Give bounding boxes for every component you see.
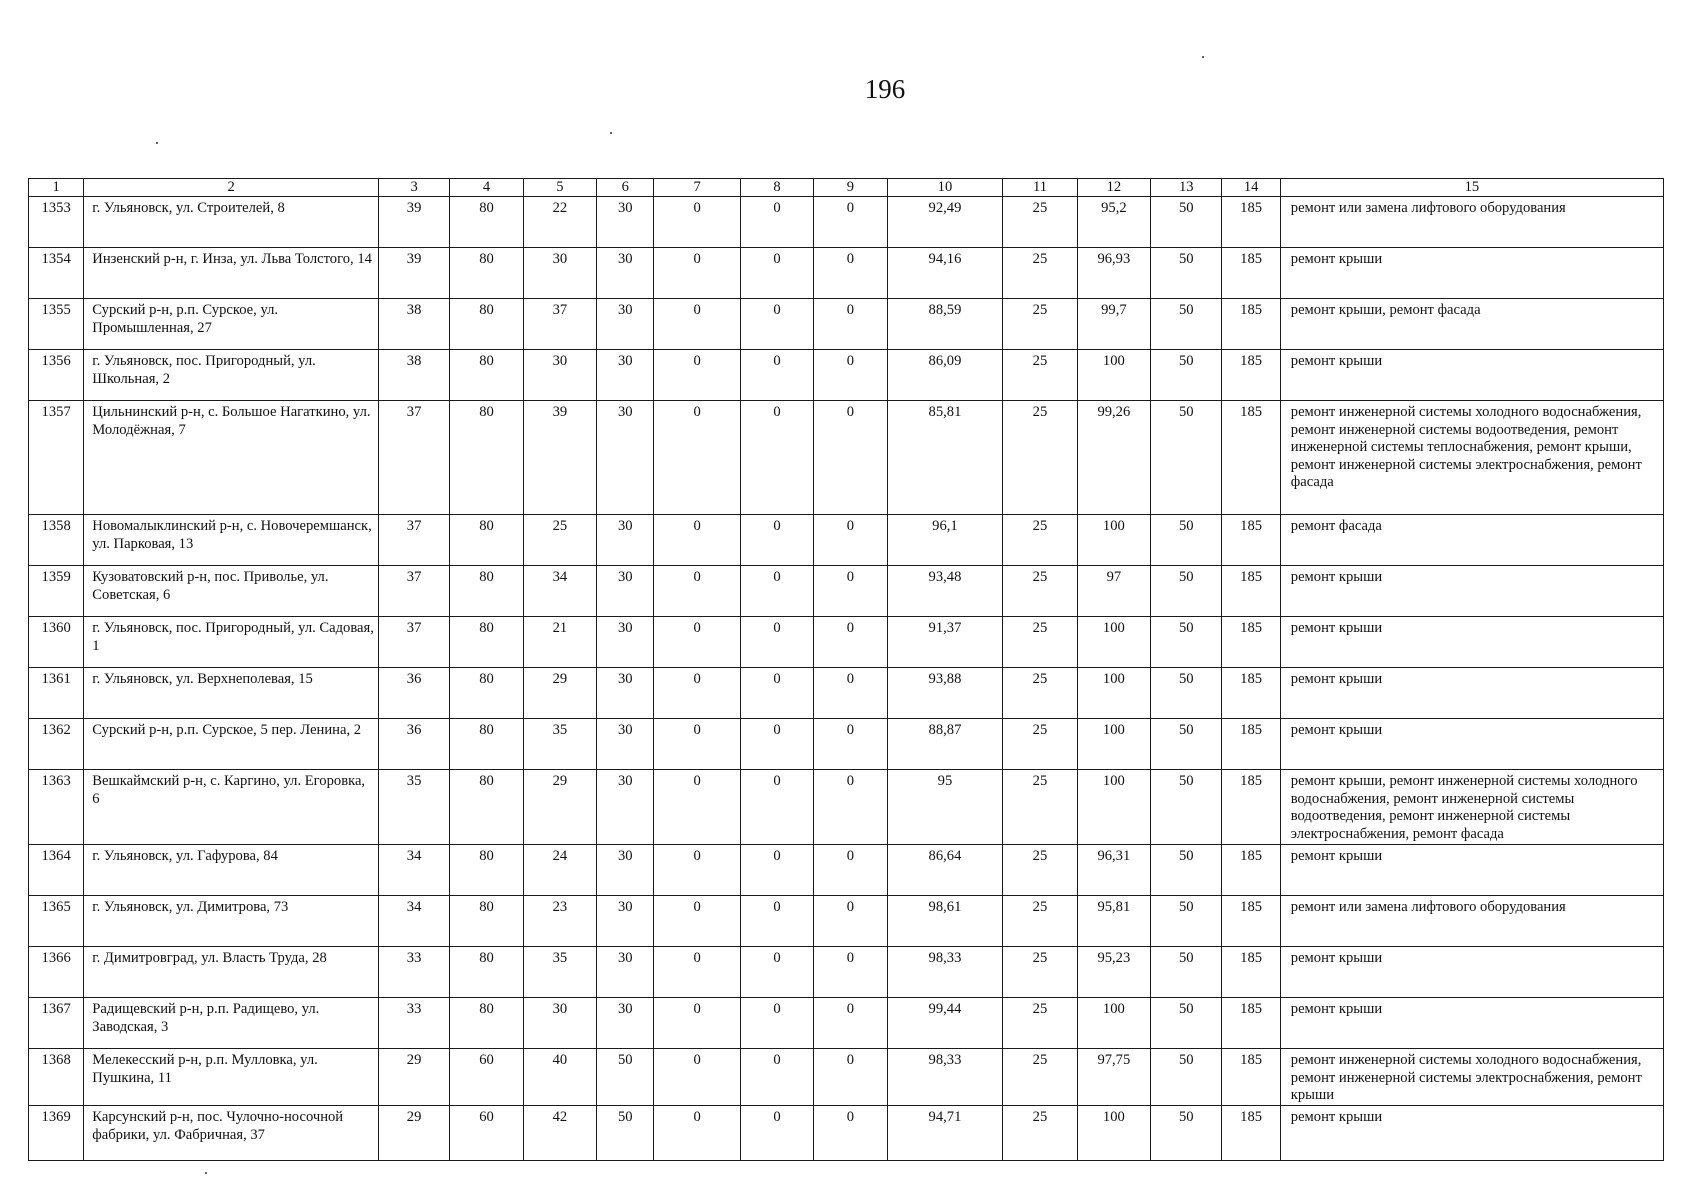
col-8-value: 0 xyxy=(740,896,813,947)
column-number: 13 xyxy=(1151,179,1222,197)
col-5-value: 29 xyxy=(523,770,596,845)
row-number: 1366 xyxy=(29,947,84,998)
col-10-value: 98,61 xyxy=(887,896,1003,947)
col-3-value: 36 xyxy=(378,719,449,770)
table-row xyxy=(29,299,1664,350)
col-10-value: 88,59 xyxy=(887,299,1003,350)
column-number: 4 xyxy=(450,179,523,197)
col-5-value: 24 xyxy=(523,845,596,896)
address: Кузоватовский р-н, пос. Приволье, ул. Советская, 6 xyxy=(84,566,379,617)
column-number: 14 xyxy=(1222,179,1280,197)
col-14-value: 185 xyxy=(1222,947,1280,998)
col-4-value: 60 xyxy=(450,1049,523,1106)
col-5-value: 30 xyxy=(523,248,596,299)
col-5-value: 35 xyxy=(523,719,596,770)
col-10-value: 86,64 xyxy=(887,845,1003,896)
col-12-value: 100 xyxy=(1077,350,1150,401)
col-7-value: 0 xyxy=(654,566,740,617)
col-5-value: 34 xyxy=(523,566,596,617)
scan-speck xyxy=(205,1172,207,1174)
col-4-value: 80 xyxy=(450,770,523,845)
repair-works: ремонт крыши xyxy=(1280,350,1663,401)
col-14-value: 185 xyxy=(1222,350,1280,401)
col-8-value: 0 xyxy=(740,770,813,845)
address: Мелекесский р-н, р.п. Мулловка, ул. Пушкина, 11 xyxy=(84,1049,379,1106)
table-row xyxy=(29,1049,1664,1106)
col-13-value: 50 xyxy=(1151,947,1222,998)
col-9-value: 0 xyxy=(814,896,887,947)
col-7-value: 0 xyxy=(654,770,740,845)
row-number: 1368 xyxy=(29,1049,84,1106)
col-6-value: 30 xyxy=(597,197,654,248)
col-10-value: 99,44 xyxy=(887,998,1003,1049)
col-4-value: 80 xyxy=(450,617,523,668)
repair-works: ремонт инженерной системы холодного водоснабжения, ремонт инженерной системы водоотведения, ремонт инженерной системы теплоснабжения, ремонт крыши, ремонт инженерной системы электроснабжения, ремонт фасада xyxy=(1280,401,1663,515)
col-14-value: 185 xyxy=(1222,1106,1280,1161)
repair-works: ремонт инженерной системы холодного водоснабжения, ремонт инженерной системы электроснабжения, ремонт крыши xyxy=(1280,1049,1663,1106)
col-7-value: 0 xyxy=(654,515,740,566)
col-11-value: 25 xyxy=(1003,947,1077,998)
col-7-value: 0 xyxy=(654,719,740,770)
col-4-value: 80 xyxy=(450,845,523,896)
col-12-value: 100 xyxy=(1077,770,1150,845)
column-number: 1 xyxy=(29,179,84,197)
repair-works: ремонт или замена лифтового оборудования xyxy=(1280,197,1663,248)
col-11-value: 25 xyxy=(1003,350,1077,401)
col-11-value: 25 xyxy=(1003,770,1077,845)
col-3-value: 33 xyxy=(378,947,449,998)
row-number: 1358 xyxy=(29,515,84,566)
column-number-row xyxy=(29,179,1664,197)
col-12-value: 100 xyxy=(1077,719,1150,770)
repair-works: ремонт крыши, ремонт фасада xyxy=(1280,299,1663,350)
col-9-value: 0 xyxy=(814,248,887,299)
col-3-value: 39 xyxy=(378,197,449,248)
col-9-value: 0 xyxy=(814,299,887,350)
col-9-value: 0 xyxy=(814,998,887,1049)
column-number: 2 xyxy=(84,179,379,197)
col-9-value: 0 xyxy=(814,350,887,401)
repair-works: ремонт крыши xyxy=(1280,617,1663,668)
column-number: 15 xyxy=(1280,179,1663,197)
col-9-value: 0 xyxy=(814,515,887,566)
col-14-value: 185 xyxy=(1222,515,1280,566)
scan-speck xyxy=(1202,56,1204,58)
col-10-value: 94,16 xyxy=(887,248,1003,299)
row-number: 1354 xyxy=(29,248,84,299)
col-5-value: 30 xyxy=(523,350,596,401)
col-5-value: 35 xyxy=(523,947,596,998)
col-4-value: 80 xyxy=(450,566,523,617)
col-9-value: 0 xyxy=(814,770,887,845)
col-11-value: 25 xyxy=(1003,719,1077,770)
col-5-value: 37 xyxy=(523,299,596,350)
col-9-value: 0 xyxy=(814,566,887,617)
repair-works: ремонт крыши, ремонт инженерной системы холодного водоснабжения, ремонт инженерной системы водоотведения, ремонт инженерной системы электроснабжения, ремонт фасада xyxy=(1280,770,1663,845)
col-12-value: 99,7 xyxy=(1077,299,1150,350)
col-3-value: 37 xyxy=(378,515,449,566)
repair-works: ремонт крыши xyxy=(1280,1106,1663,1161)
col-3-value: 39 xyxy=(378,248,449,299)
address: Инзенский р-н, г. Инза, ул. Льва Толстого, 14 xyxy=(84,248,379,299)
col-4-value: 80 xyxy=(450,515,523,566)
col-6-value: 50 xyxy=(597,1106,654,1161)
col-6-value: 30 xyxy=(597,299,654,350)
col-7-value: 0 xyxy=(654,248,740,299)
col-10-value: 94,71 xyxy=(887,1106,1003,1161)
repair-works: ремонт крыши xyxy=(1280,719,1663,770)
col-3-value: 29 xyxy=(378,1106,449,1161)
col-9-value: 0 xyxy=(814,197,887,248)
col-4-value: 80 xyxy=(450,998,523,1049)
col-12-value: 100 xyxy=(1077,617,1150,668)
col-8-value: 0 xyxy=(740,248,813,299)
col-5-value: 23 xyxy=(523,896,596,947)
col-13-value: 50 xyxy=(1151,719,1222,770)
table-row xyxy=(29,197,1664,248)
repair-works: ремонт или замена лифтового оборудования xyxy=(1280,896,1663,947)
col-6-value: 30 xyxy=(597,515,654,566)
col-7-value: 0 xyxy=(654,350,740,401)
col-5-value: 29 xyxy=(523,668,596,719)
row-number: 1360 xyxy=(29,617,84,668)
column-number: 3 xyxy=(378,179,449,197)
col-7-value: 0 xyxy=(654,197,740,248)
col-10-value: 96,1 xyxy=(887,515,1003,566)
col-12-value: 100 xyxy=(1077,515,1150,566)
col-4-value: 80 xyxy=(450,896,523,947)
col-6-value: 30 xyxy=(597,947,654,998)
table-row xyxy=(29,617,1664,668)
col-5-value: 40 xyxy=(523,1049,596,1106)
col-5-value: 30 xyxy=(523,998,596,1049)
col-14-value: 185 xyxy=(1222,896,1280,947)
col-10-value: 85,81 xyxy=(887,401,1003,515)
repair-works: ремонт крыши xyxy=(1280,248,1663,299)
column-number: 12 xyxy=(1077,179,1150,197)
col-12-value: 100 xyxy=(1077,998,1150,1049)
col-4-value: 60 xyxy=(450,1106,523,1161)
col-9-value: 0 xyxy=(814,401,887,515)
col-8-value: 0 xyxy=(740,1106,813,1161)
col-12-value: 97,75 xyxy=(1077,1049,1150,1106)
address: г. Ульяновск, пос. Пригородный, ул. Школьная, 2 xyxy=(84,350,379,401)
col-11-value: 25 xyxy=(1003,998,1077,1049)
col-13-value: 50 xyxy=(1151,1106,1222,1161)
col-6-value: 30 xyxy=(597,566,654,617)
row-number: 1361 xyxy=(29,668,84,719)
col-13-value: 50 xyxy=(1151,299,1222,350)
table-row xyxy=(29,896,1664,947)
col-11-value: 25 xyxy=(1003,617,1077,668)
col-8-value: 0 xyxy=(740,719,813,770)
housing-repair-table xyxy=(28,178,1664,1161)
col-9-value: 0 xyxy=(814,947,887,998)
repair-works: ремонт крыши xyxy=(1280,566,1663,617)
col-3-value: 38 xyxy=(378,299,449,350)
col-8-value: 0 xyxy=(740,947,813,998)
repair-works: ремонт крыши xyxy=(1280,947,1663,998)
table-row xyxy=(29,947,1664,998)
col-8-value: 0 xyxy=(740,1049,813,1106)
page-number: 196 xyxy=(864,74,906,104)
col-12-value: 100 xyxy=(1077,1106,1150,1161)
col-13-value: 50 xyxy=(1151,515,1222,566)
table-row xyxy=(29,719,1664,770)
col-3-value: 38 xyxy=(378,350,449,401)
table-row xyxy=(29,566,1664,617)
col-10-value: 88,87 xyxy=(887,719,1003,770)
col-11-value: 25 xyxy=(1003,896,1077,947)
col-6-value: 30 xyxy=(597,248,654,299)
table-row xyxy=(29,845,1664,896)
col-3-value: 37 xyxy=(378,617,449,668)
col-10-value: 93,88 xyxy=(887,668,1003,719)
col-12-value: 99,26 xyxy=(1077,401,1150,515)
col-3-value: 29 xyxy=(378,1049,449,1106)
col-6-value: 30 xyxy=(597,350,654,401)
row-number: 1355 xyxy=(29,299,84,350)
col-14-value: 185 xyxy=(1222,719,1280,770)
col-7-value: 0 xyxy=(654,668,740,719)
col-5-value: 25 xyxy=(523,515,596,566)
repair-works: ремонт фасада xyxy=(1280,515,1663,566)
col-11-value: 25 xyxy=(1003,1106,1077,1161)
col-10-value: 92,49 xyxy=(887,197,1003,248)
col-14-value: 185 xyxy=(1222,566,1280,617)
col-13-value: 50 xyxy=(1151,896,1222,947)
col-4-value: 80 xyxy=(450,668,523,719)
column-number: 6 xyxy=(597,179,654,197)
col-4-value: 80 xyxy=(450,299,523,350)
col-14-value: 185 xyxy=(1222,845,1280,896)
col-10-value: 98,33 xyxy=(887,1049,1003,1106)
col-4-value: 80 xyxy=(450,719,523,770)
col-4-value: 80 xyxy=(450,248,523,299)
col-7-value: 0 xyxy=(654,1106,740,1161)
col-12-value: 96,93 xyxy=(1077,248,1150,299)
col-3-value: 37 xyxy=(378,401,449,515)
col-11-value: 25 xyxy=(1003,845,1077,896)
col-7-value: 0 xyxy=(654,299,740,350)
col-8-value: 0 xyxy=(740,515,813,566)
col-14-value: 185 xyxy=(1222,248,1280,299)
table-row xyxy=(29,668,1664,719)
col-10-value: 95 xyxy=(887,770,1003,845)
col-10-value: 86,09 xyxy=(887,350,1003,401)
col-9-value: 0 xyxy=(814,845,887,896)
col-6-value: 30 xyxy=(597,617,654,668)
col-8-value: 0 xyxy=(740,845,813,896)
col-5-value: 22 xyxy=(523,197,596,248)
col-12-value: 95,81 xyxy=(1077,896,1150,947)
col-10-value: 91,37 xyxy=(887,617,1003,668)
col-13-value: 50 xyxy=(1151,998,1222,1049)
row-number: 1364 xyxy=(29,845,84,896)
address: г. Ульяновск, ул. Гафурова, 84 xyxy=(84,845,379,896)
col-8-value: 0 xyxy=(740,668,813,719)
col-6-value: 30 xyxy=(597,896,654,947)
col-14-value: 185 xyxy=(1222,668,1280,719)
table-row xyxy=(29,515,1664,566)
col-13-value: 50 xyxy=(1151,668,1222,719)
table-row xyxy=(29,770,1664,845)
col-13-value: 50 xyxy=(1151,845,1222,896)
address: Вешкаймский р-н, с. Каргино, ул. Егоровка, 6 xyxy=(84,770,379,845)
col-4-value: 80 xyxy=(450,947,523,998)
col-4-value: 80 xyxy=(450,350,523,401)
col-6-value: 30 xyxy=(597,845,654,896)
col-14-value: 185 xyxy=(1222,617,1280,668)
row-number: 1353 xyxy=(29,197,84,248)
col-13-value: 50 xyxy=(1151,1049,1222,1106)
col-13-value: 50 xyxy=(1151,350,1222,401)
row-number: 1367 xyxy=(29,998,84,1049)
col-8-value: 0 xyxy=(740,998,813,1049)
column-number: 8 xyxy=(740,179,813,197)
col-9-value: 0 xyxy=(814,668,887,719)
table-row xyxy=(29,401,1664,515)
col-14-value: 185 xyxy=(1222,770,1280,845)
col-12-value: 96,31 xyxy=(1077,845,1150,896)
scan-speck xyxy=(610,132,612,134)
col-12-value: 95,23 xyxy=(1077,947,1150,998)
column-number: 11 xyxy=(1003,179,1077,197)
col-5-value: 39 xyxy=(523,401,596,515)
col-10-value: 98,33 xyxy=(887,947,1003,998)
col-14-value: 185 xyxy=(1222,197,1280,248)
address: г. Ульяновск, пос. Пригородный, ул. Садовая, 1 xyxy=(84,617,379,668)
col-13-value: 50 xyxy=(1151,566,1222,617)
row-number: 1363 xyxy=(29,770,84,845)
col-5-value: 42 xyxy=(523,1106,596,1161)
col-9-value: 0 xyxy=(814,1049,887,1106)
col-11-value: 25 xyxy=(1003,668,1077,719)
row-number: 1359 xyxy=(29,566,84,617)
col-8-value: 0 xyxy=(740,350,813,401)
address: Сурский р-н, р.п. Сурское, 5 пер. Ленина, 2 xyxy=(84,719,379,770)
table-body xyxy=(29,179,1664,1161)
col-14-value: 185 xyxy=(1222,998,1280,1049)
address: Цильнинский р-н, с. Большое Нагаткино, ул. Молодёжная, 7 xyxy=(84,401,379,515)
col-6-value: 30 xyxy=(597,401,654,515)
col-7-value: 0 xyxy=(654,896,740,947)
col-13-value: 50 xyxy=(1151,617,1222,668)
col-11-value: 25 xyxy=(1003,401,1077,515)
col-11-value: 25 xyxy=(1003,566,1077,617)
col-3-value: 37 xyxy=(378,566,449,617)
row-number: 1362 xyxy=(29,719,84,770)
address: г. Ульяновск, ул. Верхнеполевая, 15 xyxy=(84,668,379,719)
column-number: 9 xyxy=(814,179,887,197)
col-13-value: 50 xyxy=(1151,401,1222,515)
col-11-value: 25 xyxy=(1003,197,1077,248)
scan-speck xyxy=(156,142,158,144)
col-4-value: 80 xyxy=(450,197,523,248)
address: Радищевский р-н, р.п. Радищево, ул. Заводская, 3 xyxy=(84,998,379,1049)
col-12-value: 100 xyxy=(1077,668,1150,719)
col-14-value: 185 xyxy=(1222,401,1280,515)
col-3-value: 34 xyxy=(378,845,449,896)
col-6-value: 50 xyxy=(597,1049,654,1106)
repair-works: ремонт крыши xyxy=(1280,845,1663,896)
col-9-value: 0 xyxy=(814,617,887,668)
column-number: 5 xyxy=(523,179,596,197)
repair-works: ремонт крыши xyxy=(1280,998,1663,1049)
table-row xyxy=(29,248,1664,299)
col-12-value: 97 xyxy=(1077,566,1150,617)
col-11-value: 25 xyxy=(1003,1049,1077,1106)
row-number: 1365 xyxy=(29,896,84,947)
col-13-value: 50 xyxy=(1151,248,1222,299)
col-6-value: 30 xyxy=(597,998,654,1049)
col-9-value: 0 xyxy=(814,1106,887,1161)
col-8-value: 0 xyxy=(740,197,813,248)
address: Сурский р-н, р.п. Сурское, ул. Промышленная, 27 xyxy=(84,299,379,350)
address: г. Димитровград, ул. Власть Труда, 28 xyxy=(84,947,379,998)
col-14-value: 185 xyxy=(1222,1049,1280,1106)
col-3-value: 34 xyxy=(378,896,449,947)
address: Карсунский р-н, пос. Чулочно-носочной фабрики, ул. Фабричная, 37 xyxy=(84,1106,379,1161)
col-14-value: 185 xyxy=(1222,299,1280,350)
col-3-value: 33 xyxy=(378,998,449,1049)
col-8-value: 0 xyxy=(740,566,813,617)
address: г. Ульяновск, ул. Димитрова, 73 xyxy=(84,896,379,947)
col-7-value: 0 xyxy=(654,1049,740,1106)
address: Новомалыклинский р-н, с. Новочеремшанск, ул. Парковая, 13 xyxy=(84,515,379,566)
table-row xyxy=(29,998,1664,1049)
col-4-value: 80 xyxy=(450,401,523,515)
col-7-value: 0 xyxy=(654,617,740,668)
column-number: 10 xyxy=(887,179,1003,197)
col-3-value: 36 xyxy=(378,668,449,719)
row-number: 1356 xyxy=(29,350,84,401)
col-11-value: 25 xyxy=(1003,515,1077,566)
table-row xyxy=(29,1106,1664,1161)
col-11-value: 25 xyxy=(1003,248,1077,299)
col-12-value: 95,2 xyxy=(1077,197,1150,248)
col-8-value: 0 xyxy=(740,299,813,350)
col-8-value: 0 xyxy=(740,401,813,515)
col-7-value: 0 xyxy=(654,845,740,896)
repair-works: ремонт крыши xyxy=(1280,668,1663,719)
col-6-value: 30 xyxy=(597,668,654,719)
column-number: 7 xyxy=(654,179,740,197)
row-number: 1369 xyxy=(29,1106,84,1161)
col-7-value: 0 xyxy=(654,998,740,1049)
col-7-value: 0 xyxy=(654,401,740,515)
col-6-value: 30 xyxy=(597,719,654,770)
col-5-value: 21 xyxy=(523,617,596,668)
col-9-value: 0 xyxy=(814,719,887,770)
col-6-value: 30 xyxy=(597,770,654,845)
col-8-value: 0 xyxy=(740,617,813,668)
row-number: 1357 xyxy=(29,401,84,515)
col-7-value: 0 xyxy=(654,947,740,998)
table-row xyxy=(29,350,1664,401)
col-11-value: 25 xyxy=(1003,299,1077,350)
col-13-value: 50 xyxy=(1151,770,1222,845)
col-10-value: 93,48 xyxy=(887,566,1003,617)
col-13-value: 50 xyxy=(1151,197,1222,248)
col-3-value: 35 xyxy=(378,770,449,845)
address: г. Ульяновск, ул. Строителей, 8 xyxy=(84,197,379,248)
